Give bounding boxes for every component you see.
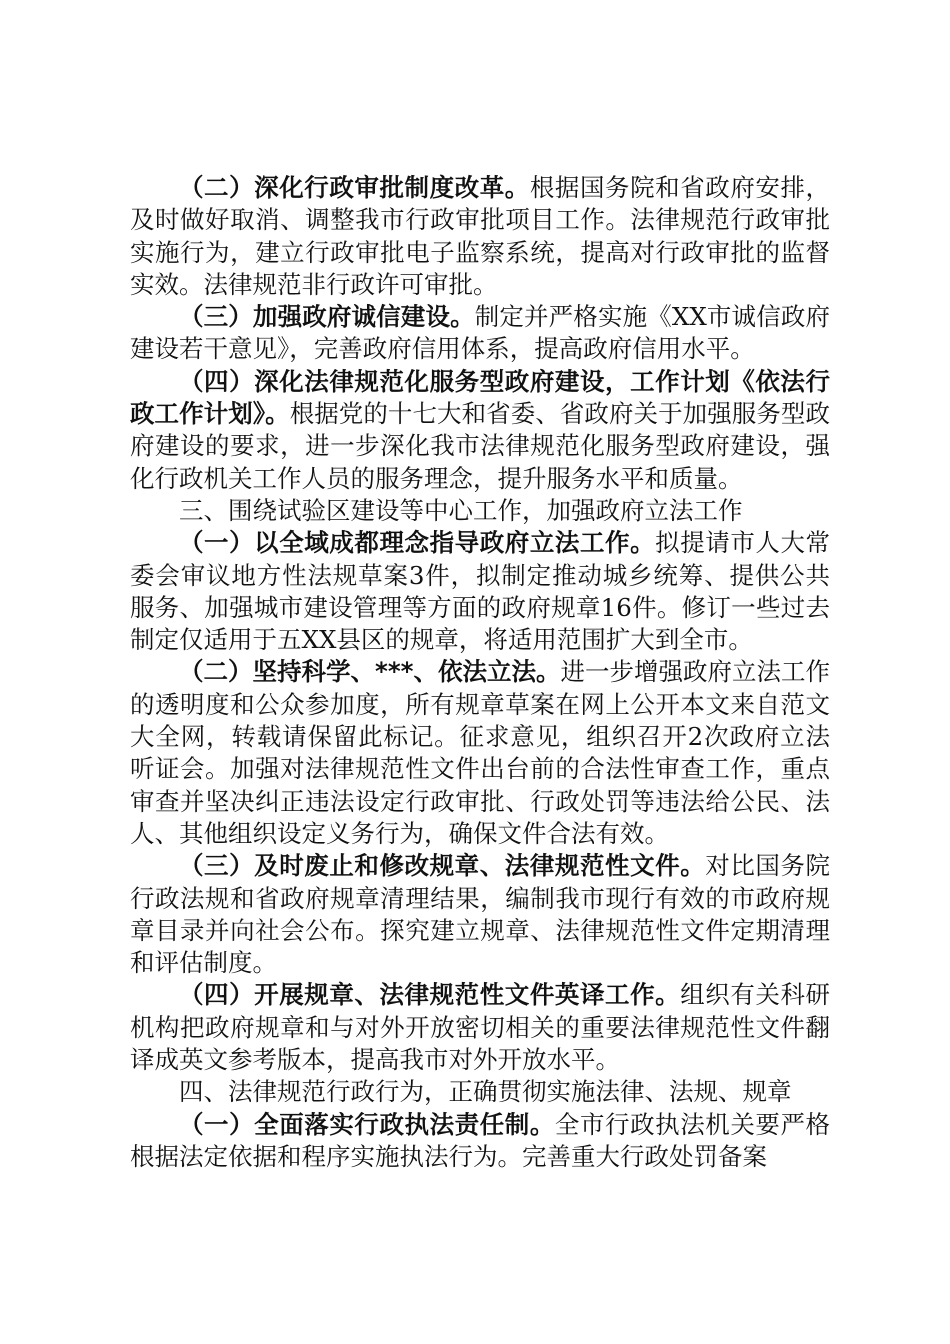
paragraph-translation: [130, 979, 830, 1076]
paragraph-lead: （一）全面落实行政执法责任制。: [179, 1109, 555, 1139]
paragraph-lead: （四）开展规章、法律规范性文件英译工作。: [179, 980, 681, 1010]
paragraph-enforcement-responsibility: [130, 1109, 830, 1174]
paragraph-body: 根据国务院和省政府安排，及时做好取消、调整我市行政审批项目工作。法律规范行政审批实施行为，建立行政审批电子监察系统，提高对行政审批的监督实效。法律规范非行政许可审批。: [130, 173, 831, 299]
paragraph-legislation-guidance: [130, 527, 830, 656]
paragraph-service-government: [130, 366, 830, 495]
section-heading-3: 三、围绕试验区建设等中心工作，加强政府立法工作: [179, 495, 743, 525]
paragraph-body: 拟提请市人大常委会审议地方性法规草案3件，拟制定推动城乡统筹、提供公共服务、加强城市建设管理等方面的政府规章16件。修订一些过去制定仅适用于五XX县区的规章，将适用范围扩大到全市。: [130, 528, 830, 655]
paragraph-body: 制定并严格实施《XX市诚信政府建设若干意见》，完善政府信用体系，提高政府信用水平。: [130, 302, 830, 364]
paragraph-lead: （三）加强政府诚信建设。: [179, 302, 475, 332]
paragraph-lead: （三）及时废止和修改规章、法律规范性文件。: [179, 851, 706, 881]
paragraph-lead: （四）深化法律规范化服务型政府建设，工作计划《依法行政工作计划》。: [130, 366, 830, 429]
paragraph-body: 进一步增强政府立法工作的透明度和公众参加度，所有规章草案在网上公开本文来自范文大全网，转载请保留此标记。征求意见，组织召开2次政府立法听证会。加强对法律规范性文件出台前的合法性审查工作，重点审查并坚决纠正违法设定行政审批、行政处罚等违法给公民、法人、其他组织设定义务行为，确保文件合法有效。: [130, 657, 831, 848]
paragraph-lead: （二）坚持科学、***、依法立法。: [179, 657, 561, 687]
section-heading-4: 四、法律规范行政行为，正确贯彻实施法律、法规、规章: [179, 1077, 792, 1107]
paragraph-lead: （二）深化行政审批制度改革。: [179, 173, 530, 202]
paragraph-body: 根据党的十七大和省委、省政府关于加强服务型政府建设的要求，进一步深化我市法律规范化服务型政府建设，强化行政机关工作人员的服务理念，提升服务水平和质量。: [130, 399, 830, 493]
paragraph-body: 对比国务院行政法规和省政府规章清理结果，编制我市现行有效的市政府规章目录并向社会公布。探究建立规章、法律规范性文件定期清理和评估制度。: [130, 851, 831, 978]
paragraph-repeal-revise: [130, 850, 830, 979]
paragraph-integrity-building: [130, 301, 830, 366]
paragraph-lead: （一）以全域成都理念指导政府立法工作。: [179, 528, 656, 558]
paragraph-approval-reform: [130, 172, 830, 301]
paragraph-scientific-legislation: [130, 656, 830, 850]
paragraph-body: 组织有关科研机构把政府规章和与对外开放密切相关的重要法律规范性文件翻译成英文参考版本，提高我市对外开放水平。: [130, 980, 831, 1075]
document-page: [130, 172, 830, 1173]
paragraph-body: 全市行政执法机关要严格根据法定依据和程序实施执法行为。完善重大行政处罚备案: [130, 1109, 831, 1171]
